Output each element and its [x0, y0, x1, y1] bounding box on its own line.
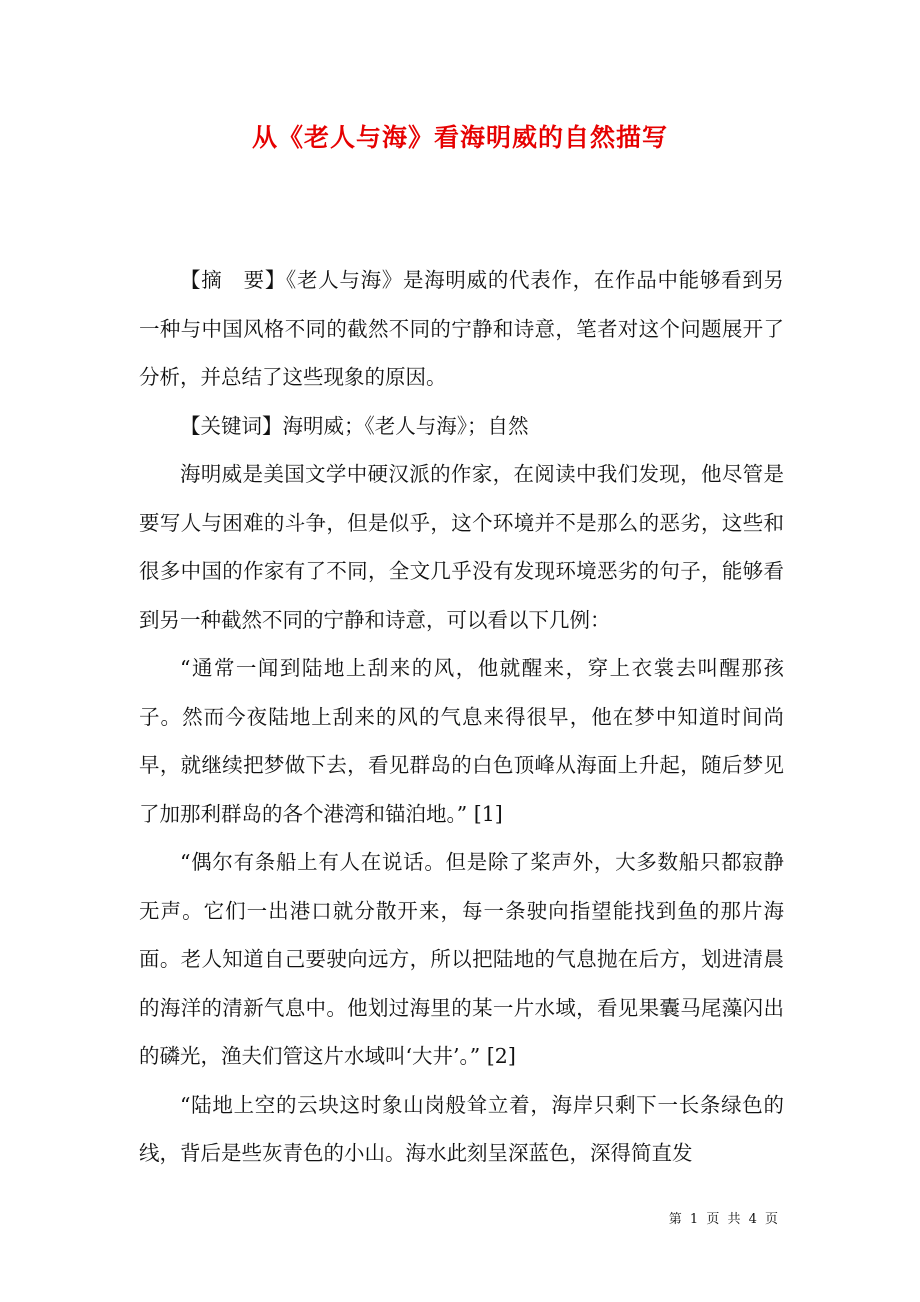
quote-paragraph: “偶尔有条船上有人在说话。但是除了桨声外，大多数船只都寂静无声。它们一出港口就分散开来，每一条驶向指望能找到鱼的那片海面。老人知道自己要驶向远方，所以把陆地的气息抛在后方，划进清晨的海洋的清新气息中。他划过海里的某一片水域，看见果囊马尾藻闪出的磷光，渔夫们管这片水域叫‘大井’。” [2] — [139, 850, 784, 1068]
abstract-paragraph: 【摘 要】《老人与海》是海明威的代表作，在作品中能够看到另一种与中国风格不同的截然不同的宁静和诗意，笔者对这个问题展开了分析，并总结了这些现象的原因。 — [139, 268, 784, 389]
body-paragraph: 海明威是美国文学中硬汉派的作家，在阅读中我们发现，他尽管是要写人与困难的斗争，但是似乎，这个环境并不是那么的恶劣，这些和很多中国的作家有了不同，全文几乎没有发现环境恶劣的句子，能够看到另一种截然不同的宁静和诗意，可以看以下几例： — [139, 462, 784, 632]
page-number: 第 1 页 共 4 页 — [668, 1212, 780, 1227]
keywords-paragraph: 【关键词】海明威；《老人与海》；自然 — [180, 413, 529, 438]
quote-paragraph: “通常一闻到陆地上刮来的风，他就醒来，穿上衣裳去叫醒那孩子。然而今夜陆地上刮来的风的气息来得很早，他在梦中知道时间尚早，就继续把梦做下去，看见群岛的白色顶峰从海面上升起，随后梦见了加那利群岛的各个港湾和锚泊地。” [1] — [139, 656, 784, 826]
document-title: 从《老人与海》看海明威的自然描写 — [251, 123, 668, 152]
quote-paragraph: “陆地上空的云块这时象山岗般耸立着，海岸只剩下一长条绿色的线，背后是些灰青色的小山。海水此刻呈深蓝色，深得简直发 — [139, 1092, 784, 1165]
document-body — [139, 256, 784, 1178]
